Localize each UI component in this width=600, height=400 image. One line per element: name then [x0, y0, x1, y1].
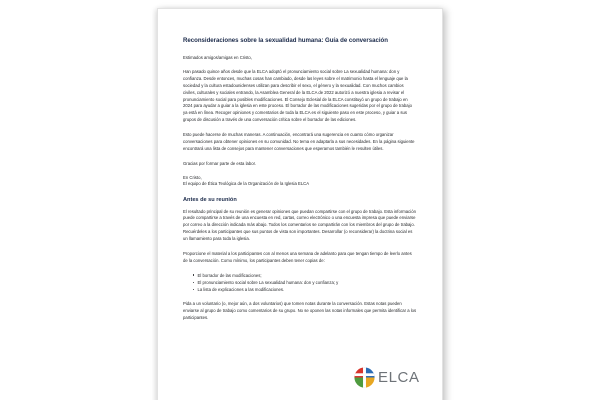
elca-emblem-icon [354, 367, 375, 388]
list-item: El borrador de las modificaciones; [193, 272, 417, 279]
elca-logo [354, 367, 420, 388]
list-item: El pronunciamiento social sobre La sexualidad humana: don y confianza; y [193, 279, 417, 286]
section-paragraph-2: Proporcione el material a los participantes con al menos una semana de adelanto para que tengan tiempo de leerlo antes de la conversación. Como mínimo, los participantes deben tener copias de: [183, 250, 412, 263]
elca-wordmark: ELCA [378, 369, 420, 386]
section-heading-antes-de-su-reunion: Antes de su reunión [183, 196, 237, 203]
list-item: La lista de explicaciones a las modificaciones. [193, 286, 417, 293]
page-title: Reconsideraciones sobre la sexualidad humana: Guía de conversación [183, 37, 388, 44]
page-content [183, 37, 417, 330]
salutation: Estimados amigos/amigas en Cristo, [183, 54, 252, 60]
body-paragraph-1: Han pasado quince años desde que la ELCA adoptó el pronunciamiento social sobre La sexualidad humana: don y confianza. Desde entonces, muchas cosas han cambiado, desde las leyes sobre el matrimonio hasta el lenguaje que la sociedad y la cultura estadounidenses utilizan para describir el sexo, el género y la sexualidad. Con muchos cambios civiles, culturales y sociales entrando, la Asamblea General de la ELCA de 2022 autorizó a nuestra iglesia a revisar el pronunciamiento social para posibles modificaciones. El Consejo Eclesial de la ELCA constituyó un grupo de trabajo en 2024 para ayudar a guiar a la iglesia en este proceso. El borrador de las modificaciones sugeridas por el grupo de trabajo ya está en línea. Recoger opiniones y comentarios de toda la ELCA es el siguiente paso en este proceso, y guiar a sus grupos de discusión a través de una conversación crítica sobre el borrador de las ediciones. [183, 69, 412, 123]
closing-line-1: En Cristo, [183, 174, 202, 180]
section-paragraph-1: El resultado principal de su reunión es generar opiniones que puedan compartirse con el grupo de trabajo. Esta información puede compartirse a través de una encuesta en red, cartas, correo electrónico o una encuesta impresa que puede enviarse por correo a la dirección indicada más abajo. Todos los comentarios se compartirán con los miembros del grupo de trabajo. Recuérdeles a los participantes que sus puntos de vista son importantes. Desarrollar (o reconsiderar) la doctrina social es un llamamiento para toda la iglesia. [183, 208, 416, 242]
requirements-list [183, 272, 417, 294]
section-closing-paragraph: Pida a un voluntario (o, mejor aún, a dos voluntarios) que tomen notas durante la conversación. Estas notas pueden enviarse al grupo de trabajo como comentarios de su grupo. No se oponen las notas informales que permita identificar a los participantes. [183, 301, 417, 320]
body-paragraph-3: Gracias por formar parte de esta labor. [183, 160, 256, 166]
body-paragraph-2: Esto puede hacerse de muchas maneras. A continuación, encontrará una sugerencia en cuanto cómo organizar conversaciones para obtener opiniones en su comunidad. No tema en adaptarla a sus necesidades. En la página siguiente encontrará una lista de consejos para mantener conversaciones que esperamos también le resulten útiles. [183, 132, 415, 151]
closing-block [183, 175, 417, 188]
closing-line-2: El equipo de Ética Teológica de la Organización de la Iglesia ELCA [183, 181, 310, 187]
document-page [157, 8, 443, 400]
